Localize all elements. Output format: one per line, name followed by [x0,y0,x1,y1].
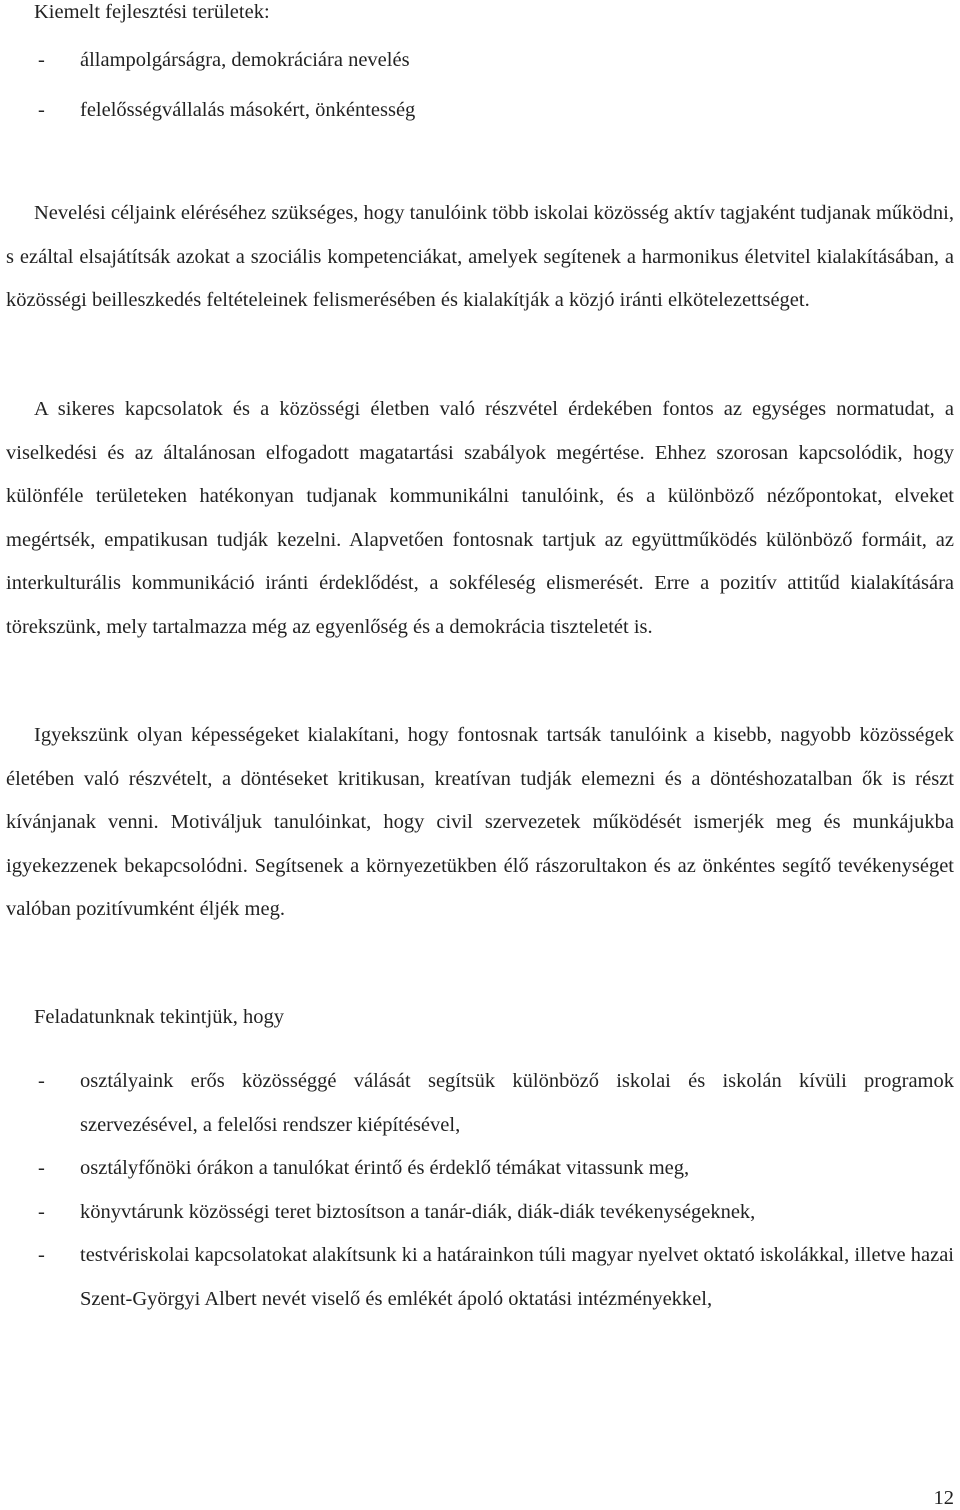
paragraph-abilities: Igyekszünk olyan képességeket kialakítani, hogy fontosnak tartsák tanulóink a kisebb, nagyobb közösségek életében való részvételt, a döntéseket kritikusan, kreatívan tudják elemezni és a döntéshozatalban ők is részt kívánjanak venni. Motiváljuk tanulóinkat, hogy civil szervezetek működését ismerjék meg és munkájukba igyekezzenek bekapcsolódni. Segítsenek a környezetükben élő rászorultakon és az önkéntes segítő tevékenységet valóban pozitívumként éljék meg. [6,724,954,920]
paragraph-tasks-intro: Feladatunknak tekintjük, hogy [34,1006,284,1028]
list-item-text: osztályaink erős közösséggé válását segítsük különböző iskolai és iskolán kívüli programok szervezésével, a felelősi rendszer kiépítésével, [80,1070,954,1136]
list-item-text: könyvtárunk közösségi teret biztosítson a tanár-diák, diák-diák tevékenységeknek, [80,1200,756,1223]
list-item [6,1147,954,1191]
paragraph-relationships: A sikeres kapcsolatok és a közösségi életben való részvétel érdekében fontos az egységes normatudat, a viselkedési és az általánosan elfogadott magatartási szabályok megértése. Ehhez szorosan kapcsolódik, hogy különféle területeken hatékonyan tudjanak kommunikálni tanulóink, és a különböző nézőpontokat, elveket megértsék, empatikusan tudják kezelni. Alapvetően fontosnak tartjuk az együttműködés különböző formáit, az interkulturális kommunikáció iránti érdeklődést, a sokféleség elismerését. Erre a pozitív attitűd kialakítására törekszünk, mely tartalmazza még az egyenlőség és a demokrácia tiszteletét is. [6,398,954,638]
list-item [6,35,954,85]
list-item-text: felelősségvállalás másokért, önkéntesség [80,99,416,121]
list-item [6,1191,954,1235]
list-item [6,1060,954,1147]
tasks-list [6,1060,954,1321]
list-item-text: állampolgárságra, demokráciára nevelés [80,49,410,71]
list-item-text: osztályfőnöki órákon a tanulókat érintő és érdeklő témákat vitassunk meg, [80,1157,690,1179]
list-dash: - [38,1157,45,1179]
list-dash: - [38,1070,45,1092]
list-item [6,1234,954,1321]
list-dash: - [38,99,45,121]
development-areas-list [6,35,954,135]
page-number: 12 [933,1487,954,1509]
list-dash: - [38,49,45,71]
list-dash: - [38,1244,45,1266]
list-dash: - [38,1200,45,1223]
list-item [6,85,954,135]
list-item-text: testvériskolai kapcsolatokat alakítsunk ki a határainkon túli magyar nyelvet oktató iskolákkal, illetve hazai Szent-Györgyi Albert nevét viselő és emlékét ápoló oktatási intézményekkel, [80,1244,954,1310]
paragraph-educational-goals: Nevelési céljaink eléréséhez szükséges, hogy tanulóink több iskolai közösség aktív tagjaként tudjanak működni, s ezáltal elsajátítsák azokat a szociális kompetenciákat, amelyek segítenek a harmonikus életvitel kialakításában, a közösségi beilleszkedés feltételeinek felismerésében és kialakítják a közjó iránti elkötelezettséget. [6,202,954,311]
section-heading: Kiemelt fejlesztési területek: [34,1,270,23]
